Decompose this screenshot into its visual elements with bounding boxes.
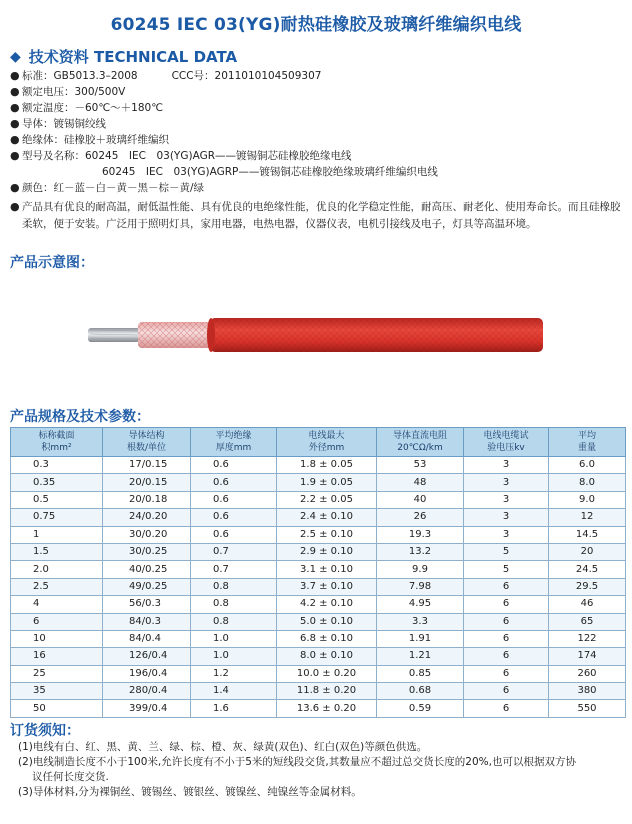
- table-cell: 13.2: [377, 543, 464, 560]
- table-cell: 19.3: [377, 526, 464, 543]
- table-header-line: 积mm²: [41, 443, 72, 453]
- table-cell: 65: [549, 613, 626, 630]
- table-header-line: 平均: [577, 431, 596, 441]
- table-cell: 280/0.4: [103, 683, 191, 700]
- order-note-1: (1)电线有白、红、黑、黄、兰、绿、棕、橙、灰、绿黄(双色)、红白(双色)等颜色供选。: [18, 741, 428, 753]
- spec-temperature-text: 额定温度：－60℃～＋180℃: [22, 102, 163, 114]
- table-cell: 0.3: [11, 457, 103, 474]
- tech-data-heading-text: 技术资料 TECHNICAL DATA: [28, 48, 238, 66]
- cable-conductor: [88, 328, 140, 342]
- table-cell: 46: [549, 596, 626, 613]
- spec-standard-text: 标准：GB5013.3–2008: [22, 70, 138, 82]
- table-cell: 50: [11, 700, 103, 717]
- table-header-line: 验电压kv: [487, 443, 525, 453]
- table-cell: 196/0.4: [103, 665, 191, 682]
- table-cell: 13.6 ± 0.20: [277, 700, 377, 717]
- order-note-2-line2: 议任何长度交货.: [32, 771, 109, 783]
- table-cell: 10.0 ± 0.20: [277, 665, 377, 682]
- table-cell: 1.5: [11, 543, 103, 560]
- table-cell: 35: [11, 683, 103, 700]
- table-cell: 6: [464, 683, 549, 700]
- table-cell: 1.0: [191, 630, 277, 647]
- table-cell: 399/0.4: [103, 700, 191, 717]
- table-cell: 5.0 ± 0.10: [277, 613, 377, 630]
- table-cell: 2.4 ± 0.10: [277, 509, 377, 526]
- table-header-line: 重量: [577, 443, 596, 453]
- spec-temperature: [10, 100, 625, 116]
- table-cell: 12: [549, 509, 626, 526]
- table-cell: 9.0: [549, 491, 626, 508]
- table-cell: 122: [549, 630, 626, 647]
- table-cell: 2.5 ± 0.10: [277, 526, 377, 543]
- table-row: [11, 578, 626, 595]
- table-header-cell: [11, 428, 103, 457]
- spec-standard: [10, 68, 625, 84]
- table-cell: 0.6: [191, 474, 277, 491]
- table-row: [11, 543, 626, 560]
- cable-red-sheath: [207, 318, 543, 352]
- table-cell: 14.5: [549, 526, 626, 543]
- bullet-icon: ●: [10, 149, 20, 162]
- table-cell: 40/0.25: [103, 561, 191, 578]
- order-notice-title: 订货须知：: [10, 723, 80, 739]
- table-cell: 0.6: [191, 491, 277, 508]
- table-cell: 6: [464, 578, 549, 595]
- table-row: [11, 526, 626, 543]
- table-cell: 8.0 ± 0.10: [277, 648, 377, 665]
- bullet-icon: ●: [10, 117, 20, 130]
- table-row: [11, 700, 626, 717]
- cable-product-image: [70, 300, 550, 370]
- table-cell: 20: [549, 543, 626, 560]
- table-cell: 0.85: [377, 665, 464, 682]
- table-cell: 6.0: [549, 457, 626, 474]
- table-cell: 5: [464, 543, 549, 560]
- table-cell: 3: [464, 509, 549, 526]
- spec-list: [10, 68, 625, 233]
- table-cell: 40: [377, 491, 464, 508]
- spec-conductor: [10, 116, 625, 132]
- table-cell: 1.9 ± 0.05: [277, 474, 377, 491]
- table-cell: 0.6: [191, 509, 277, 526]
- table-title: 产品规格及技术参数：: [10, 409, 150, 425]
- table-cell: 5: [464, 561, 549, 578]
- table-cell: 6: [464, 613, 549, 630]
- table-cell: 0.8: [191, 596, 277, 613]
- table-cell: 6: [464, 665, 549, 682]
- table-cell: 20/0.18: [103, 491, 191, 508]
- table-header-line: 厚度mm: [215, 443, 252, 453]
- table-row: [11, 630, 626, 647]
- table-cell: 6: [464, 630, 549, 647]
- table-header-row: [11, 428, 626, 457]
- table-cell: 1.91: [377, 630, 464, 647]
- table-header-line: 导体直流电阻: [392, 431, 447, 441]
- spec-description-text: 产品具有优良的耐高温，耐低温性能、具有优良的电绝缘性能，优良的化学稳定性能，耐高压、耐老化、使用寿命长。而且硅橡胶柔软，便于安装。广泛用于照明灯具，家用电器，电热电器，仪器仪表，电机引接线及电子，灯具等高温环境。: [22, 201, 621, 230]
- table-cell: 0.59: [377, 700, 464, 717]
- table-cell: 10: [11, 630, 103, 647]
- diamond-bullet-icon: ◆: [10, 48, 21, 65]
- table-cell: 0.8: [191, 578, 277, 595]
- spec-model-line1: 型号及名称：60245 IEC 03(YG)AGR——镀锡铜芯硅橡胶绝缘电线: [22, 150, 352, 162]
- table-body: [11, 457, 626, 718]
- table-header-cell: [464, 428, 549, 457]
- spec-voltage: [10, 84, 625, 100]
- table-row: [11, 683, 626, 700]
- spec-colors: [10, 180, 625, 196]
- table-row: [11, 509, 626, 526]
- table-header-cell: [191, 428, 277, 457]
- table-header-line: 20℃Ω/km: [397, 443, 443, 453]
- table-header-line: 电线最大: [308, 431, 345, 441]
- table-cell: 84/0.3: [103, 613, 191, 630]
- bullet-icon: ●: [10, 85, 20, 98]
- bullet-icon: ●: [10, 69, 20, 82]
- spec-ccc-text: CCC号：2011010104509307: [171, 70, 322, 82]
- table-cell: 4: [11, 596, 103, 613]
- table-cell: 29.5: [549, 578, 626, 595]
- table-cell: 48: [377, 474, 464, 491]
- table-cell: 1.2: [191, 665, 277, 682]
- page-title: 60245 IEC 03(YG)耐热硅橡胶及玻璃纤维编织电线: [110, 15, 522, 35]
- table-row: [11, 561, 626, 578]
- spec-model: [10, 148, 625, 164]
- bullet-icon: ●: [10, 133, 20, 146]
- table-cell: 0.6: [191, 526, 277, 543]
- table-cell: 24.5: [549, 561, 626, 578]
- bullet-icon: ●: [10, 181, 20, 194]
- table-cell: 7.98: [377, 578, 464, 595]
- table-header-line: 电线电缆试: [483, 431, 529, 441]
- table-cell: 1.0: [191, 648, 277, 665]
- table-cell: 16: [11, 648, 103, 665]
- spec-model-line2: 60245 IEC 03(YG)AGRP——镀锡铜芯硅橡胶绝缘玻璃纤维编织电线: [102, 166, 438, 178]
- table-cell: 550: [549, 700, 626, 717]
- table-row: [11, 457, 626, 474]
- table-cell: 0.6: [191, 457, 277, 474]
- bullet-icon: ●: [10, 101, 20, 114]
- table-cell: 6: [464, 700, 549, 717]
- table-cell: 2.0: [11, 561, 103, 578]
- table-cell: 20/0.15: [103, 474, 191, 491]
- order-notes: [18, 740, 623, 800]
- table-row: [11, 613, 626, 630]
- table-row: [11, 491, 626, 508]
- table-cell: 4.2 ± 0.10: [277, 596, 377, 613]
- order-note-3: (3)导体材料,分为裸铜丝、镀锡丝、镀银丝、镀镍丝、纯镍丝等金属材料。: [18, 786, 362, 798]
- table-cell: 2.5: [11, 578, 103, 595]
- table-header-line: 平均绝缘: [215, 431, 252, 441]
- table-cell: 0.75: [11, 509, 103, 526]
- table-cell: 1.4: [191, 683, 277, 700]
- table-cell: 53: [377, 457, 464, 474]
- table-cell: 3: [464, 491, 549, 508]
- table-cell: 17/0.15: [103, 457, 191, 474]
- table-cell: 56/0.3: [103, 596, 191, 613]
- table-cell: 6.8 ± 0.10: [277, 630, 377, 647]
- table-row: [11, 596, 626, 613]
- spec-colors-text: 颜色：红－蓝－白－黄－黑－棕－黄/绿: [22, 182, 205, 194]
- table-cell: 174: [549, 648, 626, 665]
- table-cell: 26: [377, 509, 464, 526]
- cable-glass-braid: [138, 322, 213, 348]
- bullet-icon: ●: [10, 200, 20, 213]
- table-header-line: 根数/单位: [126, 443, 167, 453]
- table-cell: 3: [464, 457, 549, 474]
- spec-table: [10, 427, 626, 718]
- spec-insulation-text: 绝缘体：硅橡胶＋玻璃纤维编织: [22, 134, 169, 146]
- table-cell: 4.95: [377, 596, 464, 613]
- table-cell: 3: [464, 474, 549, 491]
- table-cell: 1.8 ± 0.05: [277, 457, 377, 474]
- table-cell: 0.35: [11, 474, 103, 491]
- table-row: [11, 665, 626, 682]
- table-cell: 3.3: [377, 613, 464, 630]
- table-cell: 126/0.4: [103, 648, 191, 665]
- table-cell: 0.5: [11, 491, 103, 508]
- table-header-cell: [377, 428, 464, 457]
- table-header-line: 外径mm: [308, 443, 345, 453]
- spec-insulation: [10, 132, 625, 148]
- table-header-cell: [549, 428, 626, 457]
- table-header-cell: [277, 428, 377, 457]
- table-header-cell: [103, 428, 191, 457]
- table-cell: 1: [11, 526, 103, 543]
- table-cell: 84/0.4: [103, 630, 191, 647]
- table-row: [11, 648, 626, 665]
- table-cell: 3.7 ± 0.10: [277, 578, 377, 595]
- table-cell: 0.68: [377, 683, 464, 700]
- table-cell: 24/0.20: [103, 509, 191, 526]
- table-cell: 1.21: [377, 648, 464, 665]
- table-cell: 1.6: [191, 700, 277, 717]
- table-cell: 3: [464, 526, 549, 543]
- table-cell: 0.7: [191, 561, 277, 578]
- table-cell: 49/0.25: [103, 578, 191, 595]
- table-cell: 25: [11, 665, 103, 682]
- table-cell: 30/0.20: [103, 526, 191, 543]
- table-cell: 6: [464, 648, 549, 665]
- table-header-line: 导体结构: [128, 431, 165, 441]
- diagram-title: 产品示意图：: [10, 255, 94, 271]
- table-cell: 0.8: [191, 613, 277, 630]
- table-cell: 6: [11, 613, 103, 630]
- table-cell: 0.7: [191, 543, 277, 560]
- table-cell: 260: [549, 665, 626, 682]
- spec-description: [10, 199, 625, 233]
- table-cell: 380: [549, 683, 626, 700]
- spec-voltage-text: 额定电压：300/500V: [22, 86, 126, 98]
- table-cell: 2.2 ± 0.05: [277, 491, 377, 508]
- tech-data-heading: [10, 46, 237, 67]
- table-cell: 9.9: [377, 561, 464, 578]
- table-cell: 11.8 ± 0.20: [277, 683, 377, 700]
- table-cell: 3.1 ± 0.10: [277, 561, 377, 578]
- table-cell: 8.0: [549, 474, 626, 491]
- order-note-2-line1: (2)电线制造长度不小于100米,允许长度有不小于5米的短线段交货,其数量应不超过总交货长度的20%,也可以根据双方协: [18, 756, 576, 768]
- table-row: [11, 474, 626, 491]
- table-cell: 2.9 ± 0.10: [277, 543, 377, 560]
- table-cell: 6: [464, 596, 549, 613]
- table-header-line: 标称截面: [38, 431, 75, 441]
- table-cell: 30/0.25: [103, 543, 191, 560]
- spec-conductor-text: 导体：镀锡铜绞线: [22, 118, 106, 130]
